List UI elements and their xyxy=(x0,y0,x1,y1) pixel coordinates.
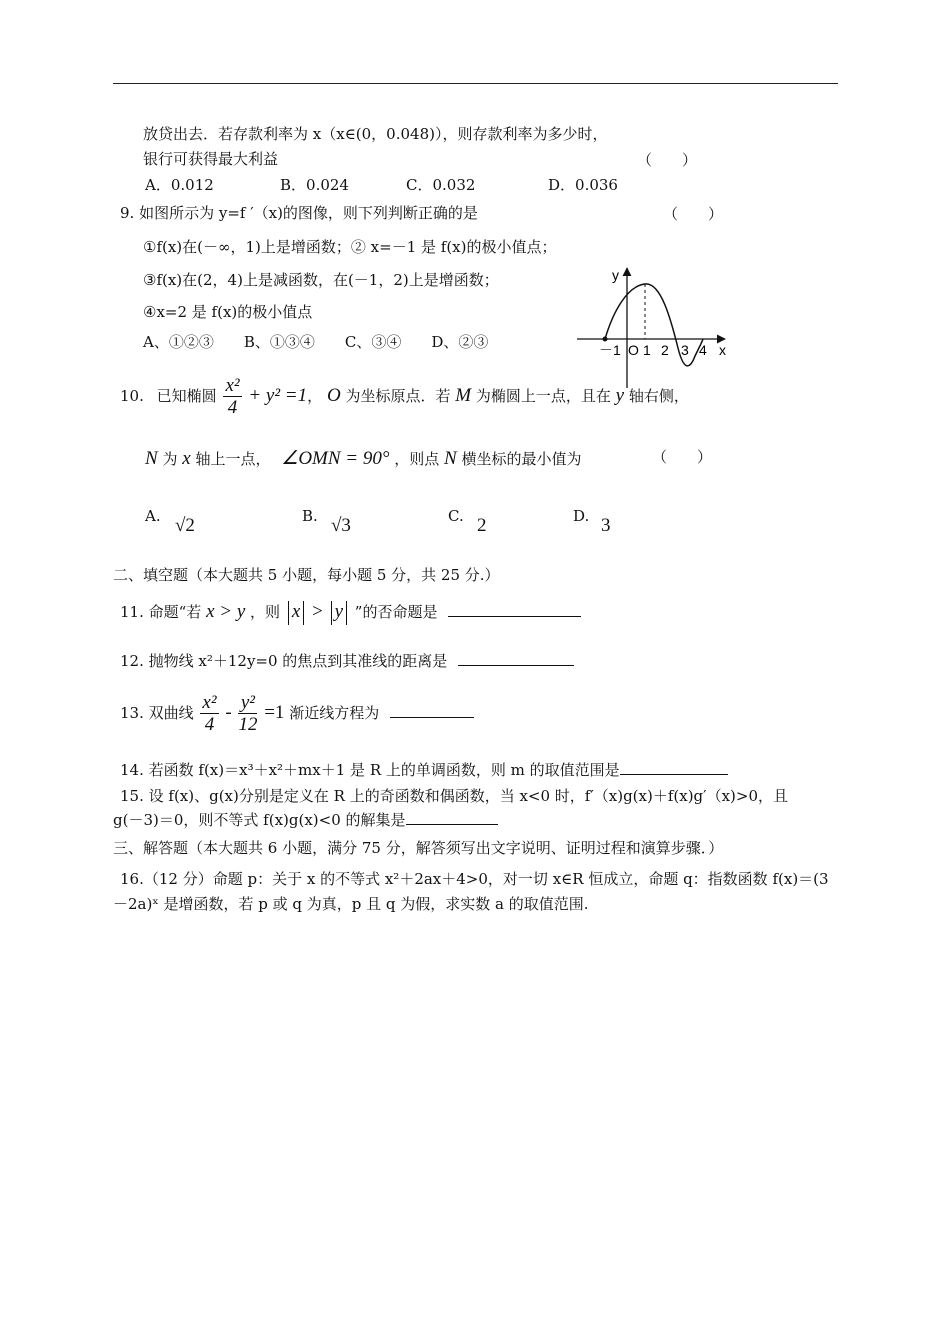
q9-statement-4: ④x=2 是 f(x)的极小值点 xyxy=(143,303,313,321)
q13-fraction-1 xyxy=(200,693,218,736)
graph-tick-origin: O xyxy=(628,342,639,358)
q13-frac2-numerator: y² xyxy=(238,693,257,714)
abs-bar xyxy=(288,601,289,625)
q13-answer-blank xyxy=(390,703,474,718)
graph-tick-4: 4 xyxy=(699,342,707,358)
abs-bar xyxy=(331,601,332,625)
q11-line xyxy=(120,598,581,626)
q9-answer-paren: （ ） xyxy=(663,205,724,223)
q10-var-y: y xyxy=(615,385,625,406)
q10-var-m: M xyxy=(455,385,472,406)
q10-var-n2: N xyxy=(444,448,457,469)
q13-fraction-2 xyxy=(238,693,257,736)
q10-text-ellipse: 已知椭圆 xyxy=(156,387,217,405)
abs-bar xyxy=(346,601,347,625)
header-rule xyxy=(113,83,838,84)
q14-line xyxy=(120,760,728,780)
graph-tick-1: 1 xyxy=(643,342,651,358)
graph-tick-neg1: －1 xyxy=(599,342,621,358)
q12-line xyxy=(120,651,574,671)
q13-frac2-denominator: 12 xyxy=(238,713,258,735)
q10-ellipse-rest: + y² =1 xyxy=(248,385,308,406)
q9-stem: 9. 如图所示为 y=f ′（x)的图像，则下列判断正确的是 xyxy=(120,204,478,222)
q13-frac1-denominator: 4 xyxy=(204,713,215,735)
q15-text: g(－3)＝0，则不等式 f(x)g(x)<0 的解集是 xyxy=(113,811,406,829)
q11-answer-blank xyxy=(448,602,581,617)
q8-answer-paren: （ ） xyxy=(637,151,698,169)
q10-fraction-denominator: 4 xyxy=(227,396,238,418)
q13-frac1-numerator: x² xyxy=(202,691,217,713)
graph-root-point xyxy=(603,337,608,342)
q13-text-b: 渐近线方程为 xyxy=(289,704,380,722)
q8-option-d: D．0.036 xyxy=(548,176,618,194)
q10-line2 xyxy=(145,444,582,474)
q9-options: A、①②③ B、①③④ C、③④ D、②③ xyxy=(143,333,489,351)
q10-option-b-value: √3 xyxy=(331,515,351,536)
q10-var-n: N xyxy=(145,448,158,469)
abs-bar xyxy=(303,601,304,625)
section-2-heading: 二、填空题（本大题共 5 小题，每小题 5 分，共 25 分.） xyxy=(113,566,500,584)
q10-option-c-value: 2 xyxy=(477,515,487,536)
q8-line2: 银行可获得最大利益 xyxy=(143,150,279,168)
q10-option-c-letter: C. xyxy=(448,507,464,525)
q12-answer-blank xyxy=(458,651,574,666)
q11-condition: x > y xyxy=(206,601,246,622)
q10-angle: ∠OMN = 90° xyxy=(281,448,390,469)
q10-text-min: 横坐标的最小值为 xyxy=(461,450,582,468)
q10-option-d-letter: D. xyxy=(573,507,590,525)
q14-text: 14. 若函数 f(x)＝x³＋x²＋mx＋1 是 R 上的单调函数，则 m 的取值范围是 xyxy=(120,761,620,779)
q15-line1: 15. 设 f(x)、g(x)分别是定义在 R 上的奇函数和偶函数，当 x<0 时，f′（x)g(x)＋f(x)g′（x)>0，且 xyxy=(120,787,788,805)
q10-text-for: 为 xyxy=(162,450,178,468)
q10-option-a-letter: A. xyxy=(145,507,161,525)
q10-option-d-value: 3 xyxy=(601,515,611,536)
graph-x-label: x xyxy=(719,342,726,358)
q10-fraction-numerator: x² xyxy=(225,374,240,396)
q11-abs-x: x xyxy=(291,601,301,622)
graph-y-label: y xyxy=(612,267,619,283)
q11-text-e: ”的否命题是 xyxy=(354,603,438,621)
q10-text-right: 轴右侧， xyxy=(628,387,689,405)
q10-text-origin: 为坐标原点．若 xyxy=(345,387,451,405)
q10-text-point: 为椭圆上一点，且在 xyxy=(475,387,611,405)
q10-text-then: ，则点 xyxy=(394,450,440,468)
q10-line1 xyxy=(120,374,689,419)
q15-answer-blank xyxy=(406,810,498,825)
q11-text-b: ，则 xyxy=(250,603,281,621)
q10-var-x: x xyxy=(182,448,191,469)
section-3-heading: 三、解答题（本大题共 6 小题，满分 75 分，解答须写出文字说明、证明过程和演算步骤．） xyxy=(113,839,724,857)
q10-text-axis-point: 轴上一点， xyxy=(195,450,271,468)
q11-text-a: 11. 命题“若 xyxy=(120,603,202,621)
q16-line1: 16.（12 分）命题 p：关于 x 的不等式 x²＋2ax＋4>0，对一切 x∈R 恒成立，命题 q：指数函数 f(x)＝(3 xyxy=(120,870,829,888)
q10-option-b-letter: B. xyxy=(302,507,318,525)
q10-fraction xyxy=(223,376,241,419)
q16-line2: －2a)ˣ 是增函数，若 p 或 q 为真，p 且 q 为假，求实数 a 的取值范围. xyxy=(113,895,589,913)
q12-text: 12. 抛物线 x²＋12y=0 的焦点到其准线的距离是 xyxy=(120,652,448,670)
q14-answer-blank xyxy=(620,760,728,775)
q9-statement-3: ③f(x)在(2，4)上是减函数，在(－1，2)上是增函数； xyxy=(143,271,499,289)
q13-text-a: 13. 双曲线 xyxy=(120,704,194,722)
q11-gt: > xyxy=(312,601,323,622)
q10-option-a-value: √2 xyxy=(175,515,195,536)
q13-equals: =1 xyxy=(264,702,285,723)
q8-option-b: B．0.024 xyxy=(280,176,349,194)
q15-line2 xyxy=(113,810,498,830)
q10-comma: ， xyxy=(307,387,323,405)
q10-var-o: O xyxy=(326,385,341,406)
q13-minus: - xyxy=(225,702,232,723)
q8-option-a: A．0.012 xyxy=(145,176,214,194)
q10-number: 10. xyxy=(120,387,144,405)
graph-tick-3: 3 xyxy=(681,342,689,358)
q9-statement-1-2: ①f(x)在(－∞，1)上是增函数；② x=－1 是 f(x)的极小值点； xyxy=(143,238,557,256)
q8-option-c: C．0.032 xyxy=(406,176,476,194)
graph-tick-2: 2 xyxy=(661,342,669,358)
q10-answer-paren: （ ） xyxy=(652,448,713,466)
q13-line xyxy=(120,690,474,736)
q11-abs-y: y xyxy=(334,601,343,622)
q8-line1: 放贷出去．若存款利率为 x（x∈(0，0.048)），则存款利率为多少时， xyxy=(143,125,608,143)
